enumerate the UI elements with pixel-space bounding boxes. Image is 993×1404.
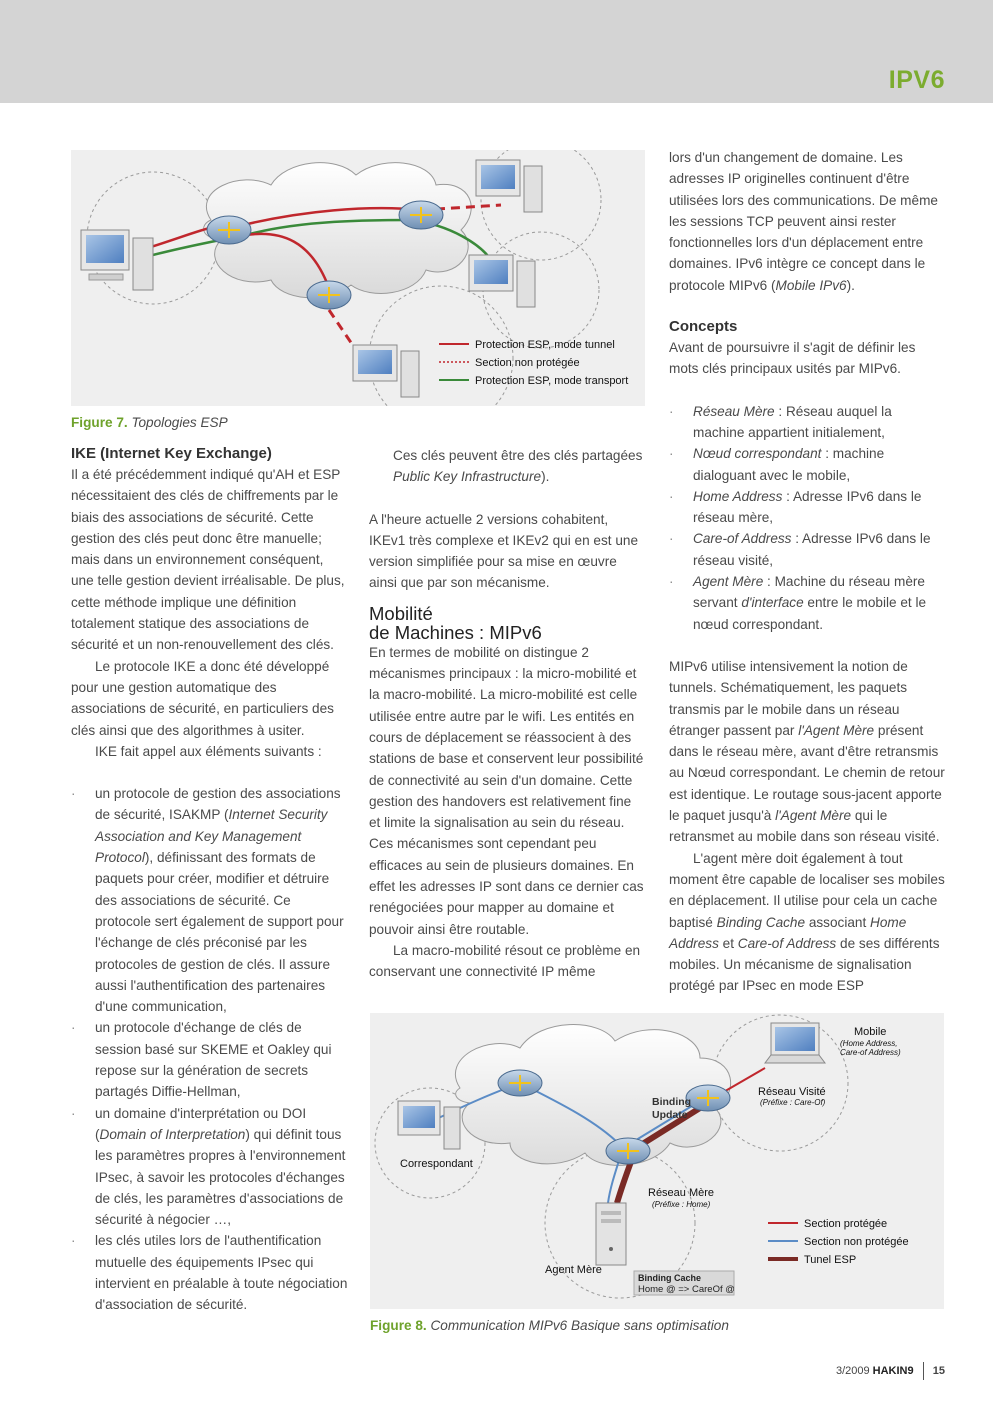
binding-cache-title: Binding Cache (638, 1273, 702, 1283)
correspondant-label: Correspondant (400, 1158, 473, 1170)
legend-tunnel: Tunel ESP (804, 1254, 857, 1266)
page-footer (836, 1362, 945, 1380)
figure-7-legend (439, 339, 628, 387)
figure-8-diagram (370, 1013, 944, 1309)
paragraph: lors d'un changement de domaine. Les adresses IP originelles continuent d'être utilisées lors des communications. De même les sessions TCP peuvent ainsi rester fonctionnelles lors d'un déplacement entre domaines. IPv6 intègre ce concept dans le protocole MIPv6 (Mobile IPv6). (669, 150, 938, 293)
legend-unprotected: Section non protégée (804, 1236, 909, 1248)
list-item: · Nœud correspondant : machine dialoguant avec le mobile, (669, 443, 945, 486)
computer-icon (398, 1101, 460, 1149)
section-heading-ike: IKE (Internet Key Exchange) (71, 445, 272, 462)
paragraph: En termes de mobilité on distingue 2 mécanismes principaux : la micro-mobilité et la macro-mobilité. La micro-mobilité est celle utilisée entre autre par le wifi. Les entités en cours de déplacement se réassocient à des stations de base et conservent leur possibilité de connectivité au sein d'un domaine. Cette gestion des handovers est relativement fine et limite la signalisation au sein du réseau. Ces mécanismes sont cependant peu efficaces au sein de plusieurs domaines. En effet les adresses IP sont dans ce dernier cas renégociées pour mapper au domaine et pouvoir ainsi être routable. (369, 644, 644, 937)
figure-7 (71, 150, 645, 406)
figure-7-diagram (71, 150, 645, 406)
mobile-label: Mobile (854, 1026, 887, 1038)
legend-protected: Section protégée (804, 1218, 888, 1230)
figure-7-label: Figure 7. (71, 415, 128, 430)
list-item: · Agent Mère : Machine du réseau mère servant d'interface entre le mobile et le nœud correspondant. (669, 571, 945, 635)
definitions-list (669, 401, 945, 635)
list-item: · Care-of Address : Adresse IPv6 dans le réseau visité, (669, 528, 945, 571)
binding-update-label: Binding (652, 1096, 692, 1108)
binding-cache-entry: Home @ => CareOf @ (638, 1284, 735, 1295)
paragraph: A l'heure actuelle 2 versions cohabitent, IKEv1 très complexe et IKEv2 qui en est une version simplifiée pour sa mise en œuvre ainsi que par son mécanisme. (369, 511, 639, 591)
router-icon (207, 216, 251, 244)
magazine-name: HAKIN9 (872, 1364, 914, 1377)
column-2 (369, 445, 646, 983)
computer-icon (469, 255, 535, 307)
issue-number: 3/2009 (835, 1364, 870, 1377)
figure-8-title: Communication MIPv6 Basique sans optimisation (430, 1318, 729, 1333)
paragraph: Il a été précédemment indiqué qu'AH et ESP nécessitaient des clés de chiffrements par le biais des associations de sécurité. Cette gestion des clés peut donc être manuelle; mais dans un environnement conséquent, une telle gestion devient irréalisable. De plus, cette méthode implique une définition totalement statique des associations de sécurité et un non-renouvellement des clés. (71, 467, 345, 653)
paragraph: La macro-mobilité résout ce problème en conservant une connectivité IP même (369, 942, 641, 980)
router-icon (399, 201, 443, 229)
section-title: IPV6 (888, 66, 945, 94)
home-network-label: Réseau Mère (648, 1187, 715, 1199)
list-item: · un protocole d'échange de clés de session basé sur SKEME et Oakley qui repose sur la génération de secrets partagés Diffie-Hellman, (71, 1017, 349, 1102)
list-item: · un protocole de gestion des associations de sécurité, ISAKMP (Internet Security Association and Key Management Protocol), définissant des formats de paquets pour créer, modifier et détruire des associations de sécurité. Ce protocole sert également de support pour l'échange de clés préconisé par les protocoles de gestion de clés. Il assure aussi l'authentification des partenaires d'une communication, (71, 783, 349, 1017)
footer-divider (923, 1362, 924, 1380)
router-icon (498, 1070, 542, 1096)
computer-icon (81, 230, 153, 290)
server-icon (596, 1203, 626, 1265)
paragraph: MIPv6 utilise intensivement la notion de tunnels. Schématiquement, les paquets transmis par le mobile dans un réseau étranger passent par l'Agent Mère présent dans le réseau mère, avant d'être retransmis au Nœud correspondant. Le chemin de retour est identique. Le routage sous-jacent apporte le paquet jusqu'à l'Agent Mère qui le retransmet au mobile dans son réseau visité. (669, 658, 945, 845)
paragraph: L'agent mère doit également à tout moment être capable de localiser ses mobiles en déplacement. Il utilise pour cela un cache baptisé Binding Cache associant Home Address et Care-of Address de ses différents mobiles. Un mécanisme de signalisation protégé par IPsec en mode ESP (669, 850, 945, 994)
list-item: · les clés utiles lors de l'authentification mutuelle des équipements IPsec qui intervient en préalable à toute négociation d'association de sécurité. (71, 1230, 349, 1315)
paragraph: Le protocole IKE a donc été développé pour une gestion automatique des associations de sécurité, en particuliers des clés ainsi que des algorithmes à usiter. (71, 658, 334, 738)
paragraph: IKE fait appel aux éléments suivants : (95, 743, 322, 759)
legend-tunnel: Protection ESP, mode tunnel (475, 339, 615, 351)
paragraph: Ces clés peuvent être des clés partagées Public Key Infrastructure). (393, 448, 643, 485)
router-icon (606, 1138, 650, 1164)
page-number: 15 (932, 1364, 945, 1377)
home-network-prefix: (Préfixe : Home) (652, 1200, 711, 1209)
unprotected-line (329, 310, 356, 350)
mobile-sub-2: Care-of Address) (840, 1048, 901, 1057)
list-item: · Réseau Mère : Réseau auquel la machine appartient initialement, (669, 401, 945, 444)
router-icon (686, 1085, 730, 1111)
figure-8-label: Figure 8. (370, 1318, 427, 1333)
router-icon (307, 281, 351, 309)
figure-8 (370, 1013, 944, 1309)
ike-elements-list (71, 783, 349, 1315)
mobile-sub-1: (Home Address, (840, 1039, 898, 1048)
legend-transport: Protection ESP, mode transport (475, 375, 629, 387)
section-heading-concepts: Concepts (669, 318, 738, 336)
computer-icon (476, 160, 542, 212)
figure-7-caption (71, 415, 228, 430)
figure-8-caption (370, 1318, 729, 1333)
figure-7-title: Topologies ESP (131, 415, 228, 430)
list-item: · un domaine d'interprétation ou DOI (Domain of Interpretation) qui définit tous les paramètres propres à l'environnement IPsec, à savoir les protocoles d'échanges de clés, les paramètres d'associations de sécurité à négocier …, (71, 1103, 349, 1231)
list-item: · Home Address : Adresse IPv6 dans le réseau mère, (669, 486, 945, 529)
column-3 (669, 147, 945, 997)
section-heading-mobility: Mobilité de Machines : MIPv6 (369, 602, 542, 643)
paragraph: Avant de poursuivre il s'agit de définir les mots clés principaux usités par MIPv6. (669, 340, 916, 377)
binding-update-label-2: Update (652, 1109, 688, 1121)
column-1 (71, 444, 349, 1316)
legend-unprotected: Section non protégée (475, 357, 580, 369)
header-band (0, 0, 993, 103)
laptop-icon (765, 1023, 825, 1063)
agent-label: Agent Mère (545, 1264, 602, 1276)
visited-network-prefix: (Préfixe : Care-Of) (760, 1098, 826, 1107)
figure-8-legend (768, 1218, 909, 1266)
visited-network-label: Réseau Visité (758, 1086, 826, 1098)
computer-icon (353, 345, 419, 397)
